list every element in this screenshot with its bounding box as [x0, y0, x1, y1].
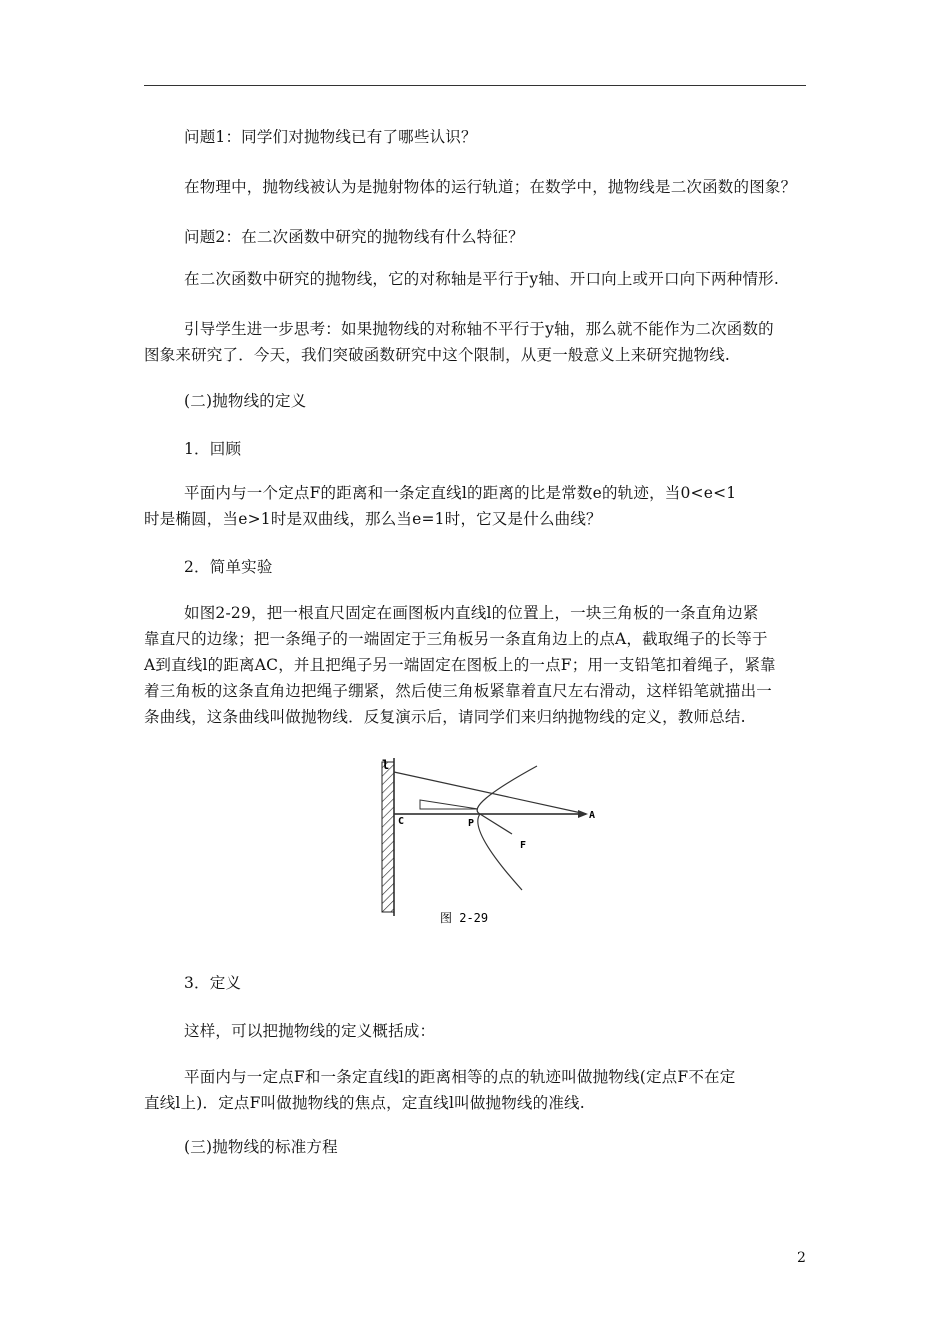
answer-1: 在物理中，抛物线被认为是抛射物体的运行轨道；在数学中，抛物线是二次函数的图象？	[184, 178, 797, 196]
guide-line-1: 引导学生进一步思考：如果抛物线的对称轴不平行于y轴，那么就不能作为二次函数的	[184, 320, 774, 338]
guide-line-2: 图象来研究了．今天，我们突破函数研究中这个限制，从更一般意义上来研究抛物线.	[144, 346, 731, 364]
definition-paragraph	[144, 1064, 816, 1116]
triangle-board	[394, 772, 586, 814]
experiment-heading: 2．简单实验	[184, 558, 273, 576]
review-heading: 1．回顾	[184, 440, 242, 458]
answer-2: 在二次函数中研究的抛物线，它的对称轴是平行于y轴、开口向上或开口向下两种情形.	[184, 270, 779, 288]
review-line-1: 平面内与一个定点F的距离和一条定直线l的距离的比是常数e的轨迹，当0<e<1	[184, 484, 737, 502]
experiment-line-4: 着三角板的这条直角边把绳子绷紧，然后使三角板紧靠着直尺左右滑动，这样铅笔就描出一	[144, 682, 773, 700]
label-c: C	[398, 816, 405, 827]
section-2-heading: (二)抛物线的定义	[184, 392, 307, 410]
figure-2-29	[372, 752, 612, 932]
review-paragraph	[144, 480, 816, 532]
parabola-curve	[477, 766, 537, 890]
experiment-paragraph	[144, 600, 816, 730]
definition-intro: 这样，可以把抛物线的定义概括成：	[184, 1022, 436, 1040]
experiment-line-5: 条曲线，这条曲线叫做抛物线．反复演示后，请同学们来归纳抛物线的定义，教师总结.	[144, 708, 746, 726]
review-line-2: 时是椭圆，当e>1时是双曲线，那么当e=1时，它又是什么曲线？	[144, 510, 602, 528]
triangle-inner	[420, 800, 478, 809]
label-l: l	[382, 758, 390, 772]
question-1: 问题1：同学们对抛物线已有了哪些认识？	[184, 128, 477, 146]
parabola-experiment-diagram	[372, 752, 612, 932]
label-p: P	[468, 818, 475, 829]
definition-heading: 3．定义	[184, 974, 242, 992]
string-to-f	[480, 814, 512, 834]
experiment-line-3: A到直线l的距离AC，并且把绳子另一端固定在图板上的一点F；用一支铅笔扣着绳子，紧靠	[144, 656, 776, 674]
figure-caption: 图 2-29	[440, 911, 489, 925]
label-a: A	[589, 810, 596, 821]
definition-line-2: 直线l上)．定点F叫做抛物线的焦点，定直线l叫做抛物线的准线.	[144, 1094, 585, 1112]
section-3-heading: (三)抛物线的标准方程	[184, 1138, 338, 1156]
page-number: 2	[797, 1250, 806, 1266]
definition-line-1: 平面内与一定点F和一条定直线l的距离相等的点的轨迹叫做抛物线(定点F不在定	[184, 1068, 736, 1086]
question-2: 问题2：在二次函数中研究的抛物线有什么特征？	[184, 228, 524, 246]
experiment-line-1: 如图2-29，把一根直尺固定在画图板内直线l的位置上，一块三角板的一条直角边紧	[184, 604, 759, 622]
ruler-hatch	[382, 762, 394, 912]
label-f: F	[520, 840, 527, 851]
experiment-line-2: 靠直尺的边缘；把一条绳子的一端固定于三角板另一条直角边上的点A，截取绳子的长等于	[144, 630, 768, 648]
header-rule	[144, 85, 806, 86]
guide-paragraph	[144, 316, 816, 368]
arrow-a	[578, 810, 588, 818]
